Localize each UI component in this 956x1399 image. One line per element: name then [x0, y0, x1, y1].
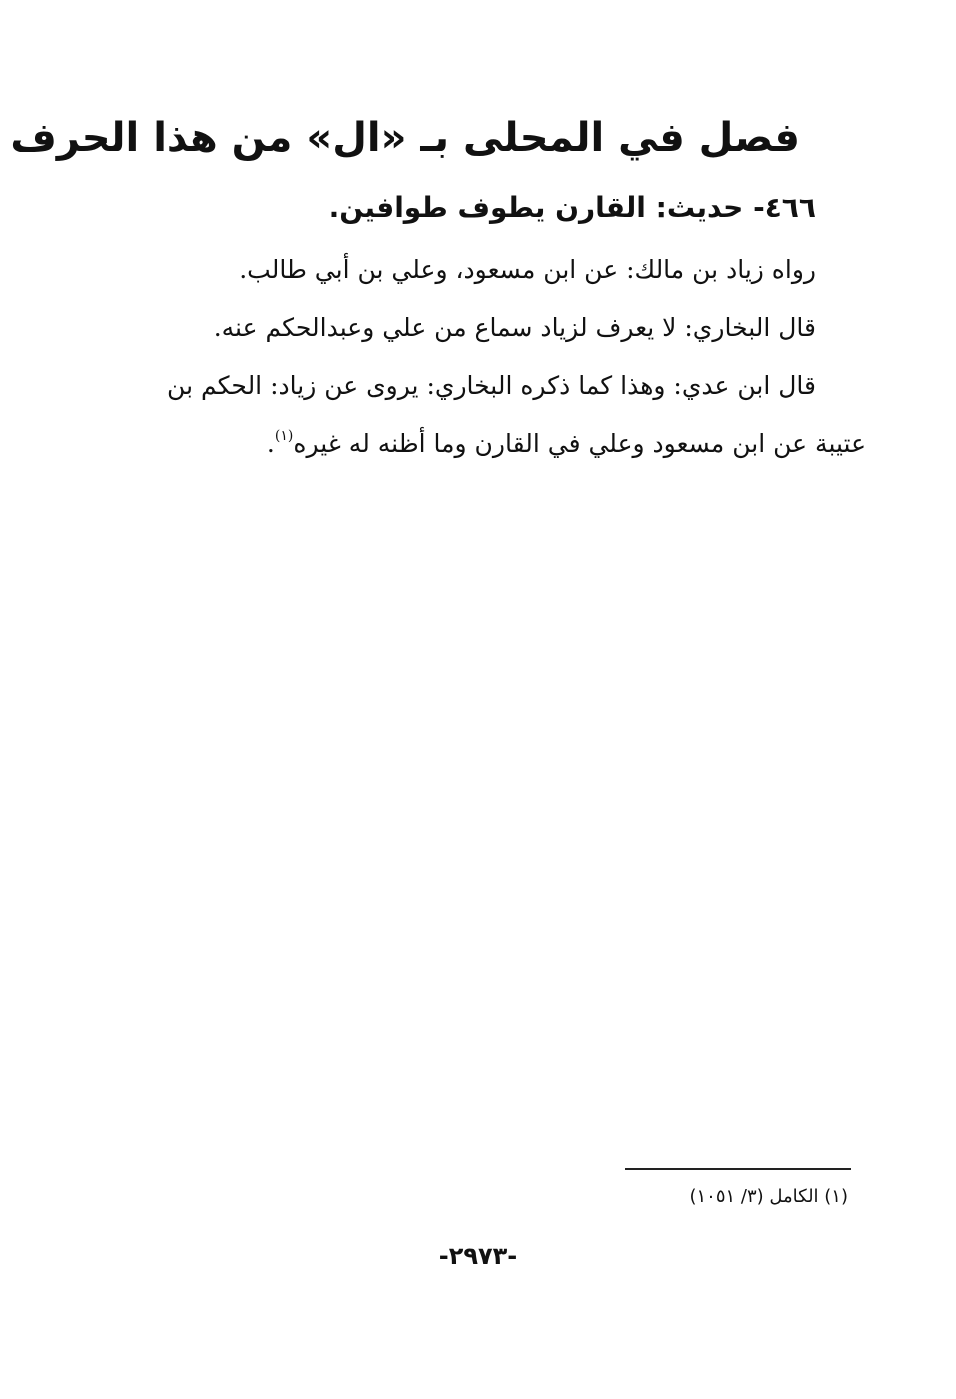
- footnote-divider: [625, 1168, 851, 1170]
- hadith-title-text: حديث: القارن يطوف طوافين.: [328, 191, 744, 224]
- ibn-adi-paragraph-line-1: قال ابن عدي: وهذا كما ذكره البخاري: يروى عن زياد: الحكم بن: [167, 371, 816, 400]
- hadith-number: ٤٦٦-: [753, 191, 816, 224]
- section-heading: فصل في المحلى بـ «ال» من هذا الحرف: [10, 115, 800, 161]
- ibn-adi-line-2-text: عتيبة عن ابن مسعود وعلي في القارن وما أظنه له غيره: [293, 429, 866, 458]
- ibn-adi-paragraph-line-2: [267, 416, 866, 464]
- narration-paragraph: رواه زياد بن مالك: عن ابن مسعود، وعلي بن أبي طالب.: [239, 255, 816, 284]
- bukhari-paragraph: قال البخاري: لا يعرف لزياد سماع من علي وعبدالحكم عنه.: [213, 313, 816, 342]
- page-number: -٢٩٧٣-: [438, 1242, 518, 1270]
- hadith-title: [329, 186, 816, 230]
- ibn-adi-line-2-end: .: [266, 429, 275, 458]
- footnote-reference: (١): [274, 428, 294, 444]
- footnote: (١) الكامل (٣/ ١٠٥١): [689, 1186, 848, 1207]
